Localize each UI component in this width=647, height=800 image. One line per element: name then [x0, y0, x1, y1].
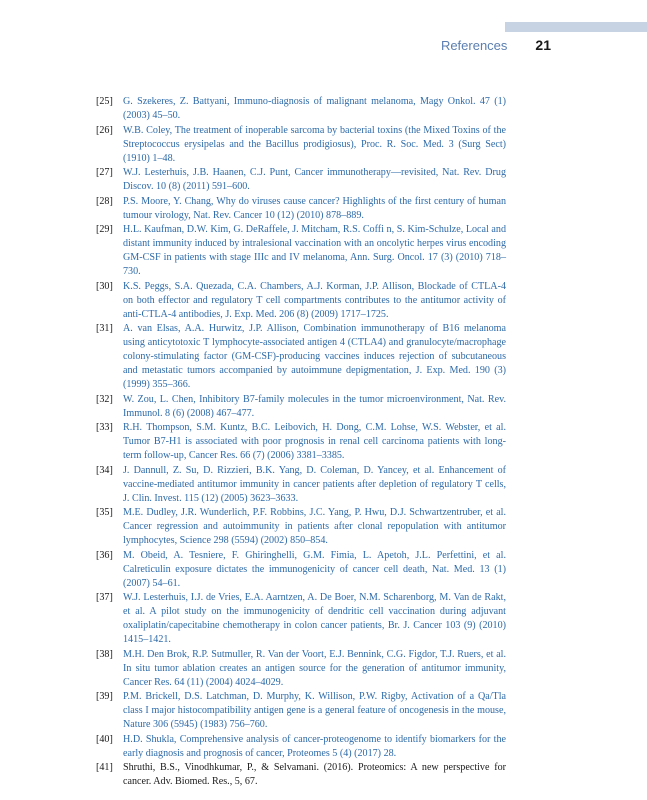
reference-number: [28] — [96, 195, 113, 207]
reference-item — [96, 421, 506, 463]
section-title: References — [440, 38, 508, 53]
reference-text[interactable]: P.S. Moore, Y. Chang, Why do viruses cause cancer? Highlights of the first century of human tumour virology, Nat. Rev. Cancer 10 (12) (2010) 878–889. — [123, 195, 506, 221]
reference-number: [36] — [96, 549, 113, 561]
reference-number: [37] — [96, 592, 113, 603]
reference-item — [96, 124, 506, 166]
reference-text[interactable]: M.H. Den Brok, R.P. Sutmuller, R. Van der Voort, E.J. Bennink, C.G. Figdor, T.J. Ruers, et al. In situ tumor ablation creates an antigen source for the generation of antitumor immunity, Cancer Res. 64 (11) (2004) 4024–4029. — [123, 648, 506, 688]
running-header — [0, 36, 551, 54]
reference-item — [96, 690, 506, 732]
reference-item — [96, 166, 506, 194]
reference-item — [96, 280, 506, 322]
reference-number: [31] — [96, 323, 113, 334]
reference-item — [96, 549, 506, 591]
reference-number: [33] — [96, 422, 113, 433]
reference-item — [96, 506, 506, 548]
reference-number: [41] — [96, 762, 113, 773]
reference-text[interactable]: M. Obeid, A. Tesniere, F. Ghiringhelli, G.M. Fimia, L. Apetoh, J.L. Perfettini, et al. Calreticulin exposure dictates the immunogenicity of cancer cell death, Nat. Med. 13 (1) (2007) 54–61. — [123, 549, 506, 589]
reference-item — [96, 195, 506, 223]
reference-text[interactable]: W.B. Coley, The treatment of inoperable sarcoma by bacterial toxins (the Mixed Toxins of the Streptococcus erysipelas and the Bacillus prodigiosus), Proc. R. Soc. Med. 3 (Surg Sect) (1910) 1–48. — [123, 124, 506, 164]
reference-number: [25] — [96, 96, 113, 107]
reference-text[interactable]: G. Szekeres, Z. Battyani, Immuno-diagnosis of malignant melanoma, Magy Onkol. 47 (1) (2003) 45–50. — [123, 96, 506, 121]
reference-item — [96, 733, 506, 761]
reference-item — [96, 322, 506, 392]
reference-text[interactable]: H.L. Kaufman, D.W. Kim, G. DeRaffele, J. Mitcham, R.S. Coffi n, S. Kim-Schulze, Local and distant immunity induced by intralesional vaccination with an oncolytic herpes virus encoding GM-CSF in patients with stage IIIc and IV melanoma, Ann. Surg. Oncol. 17 (3) (2010) 718–730. — [123, 224, 506, 277]
reference-number: [30] — [96, 280, 113, 292]
reference-number: [35] — [96, 507, 113, 518]
reference-text[interactable]: W.J. Lesterhuis, J.B. Haanen, C.J. Punt, Cancer immunotherapy—revisited, Nat. Rev. Drug Discov. 10 (8) (2011) 591–600. — [123, 167, 506, 192]
reference-text[interactable]: J. Dannull, Z. Su, D. Rizzieri, B.K. Yang, D. Coleman, D. Yancey, et al. Enhancement of vaccine-mediated antitumor immunity in cancer patients after depletion of regulatory T cells, J. Clin. Invest. 115 (12) (2005) 3623–3633. — [123, 464, 506, 504]
reference-number: [29] — [96, 224, 113, 235]
reference-item — [96, 648, 506, 690]
reference-text[interactable]: P.M. Brickell, D.S. Latchman, D. Murphy, K. Willison, P.W. Rigby, Activation of a Qa/Tla class I major histocompatibility antigen gene is a general feature of oncogenesis in the mouse, Nature 306 (5945) (1983) 756–760. — [123, 691, 506, 730]
reference-item — [96, 393, 506, 421]
reference-text[interactable]: R.H. Thompson, S.M. Kuntz, B.C. Leibovich, H. Dong, C.M. Lohse, W.S. Webster, et al. Tumor B7-H1 is associated with poor prognosis in renal cell carcinoma patients with long-term follow-up, Cancer Res. 66 (7) (2006) 3381–3385. — [123, 422, 506, 461]
reference-item — [96, 761, 506, 789]
reference-number: [34] — [96, 464, 113, 476]
reference-number: [27] — [96, 167, 113, 178]
reference-text[interactable]: K.S. Peggs, S.A. Quezada, C.A. Chambers, A.J. Korman, J.P. Allison, Blockade of CTLA-4 on both effector and regulatory T cell compartments contributes to the antitumor activity of anti-CTLA-4 antibodies, J. Exp. Med. 206 (8) (2009) 1717–1725. — [123, 280, 506, 320]
reference-number: [40] — [96, 733, 113, 745]
reference-text: Shruthi, B.S., Vinodhkumar, P., & Selvamani. (2016). Proteomics: A new perspective for cancer. Adv. Biomed. Res., 5, 67. — [123, 762, 506, 787]
reference-item — [96, 95, 506, 123]
reference-number: [32] — [96, 393, 113, 405]
reference-text[interactable]: A. van Elsas, A.A. Hurwitz, J.P. Allison, Combination immunotherapy of B16 melanoma using anticytotoxic T lymphocyte-associated antigen 4 (CTLA4) and granulocyte/macrophage colony-stimulating factor (GM-CSF)-producing vaccines induces rejection of subcutaneous and metastatic tumors accompanied by autoimmune depigmentation, J. Exp. Med. 190 (3) (1999) 355–366. — [123, 323, 506, 390]
reference-text[interactable]: M.E. Dudley, J.R. Wunderlich, P.F. Robbins, J.C. Yang, P. Hwu, D.J. Schwartzentruber, et al. Cancer regression and autoimmunity in patients after clonal repopulation with antitumor lymphocytes, Science 298 (5594) (2002) 850–854. — [123, 507, 506, 546]
reference-item — [96, 591, 506, 647]
reference-text[interactable]: W. Zou, L. Chen, Inhibitory B7-family molecules in the tumor microenvironment, Nat. Rev. Immunol. 8 (6) (2008) 467–477. — [123, 393, 506, 419]
reference-item — [96, 223, 506, 279]
reference-number: [38] — [96, 648, 113, 660]
reference-item — [96, 464, 506, 506]
reference-number: [26] — [96, 124, 113, 136]
page-number: 21 — [535, 37, 551, 53]
reference-text[interactable]: W.J. Lesterhuis, I.J. de Vries, E.A. Aarntzen, A. De Boer, N.M. Scharenborg, M. Van de Rakt, et al. A pilot study on the immunogenicity of dendritic cell vaccination during adjuvant oxaliplatin/capecitabine chemotherapy in colon cancer patients, Br. J. Cancer 103 (9) (2010) 1415–1421. — [123, 592, 506, 645]
reference-list — [96, 95, 506, 790]
reference-number: [39] — [96, 691, 113, 702]
header-accent-bar — [505, 22, 647, 32]
reference-text[interactable]: H.D. Shukla, Comprehensive analysis of cancer-proteogenome to identify biomarkers for the early diagnosis and prognosis of cancer, Proteomes 5 (4) (2017) 28. — [123, 733, 506, 759]
